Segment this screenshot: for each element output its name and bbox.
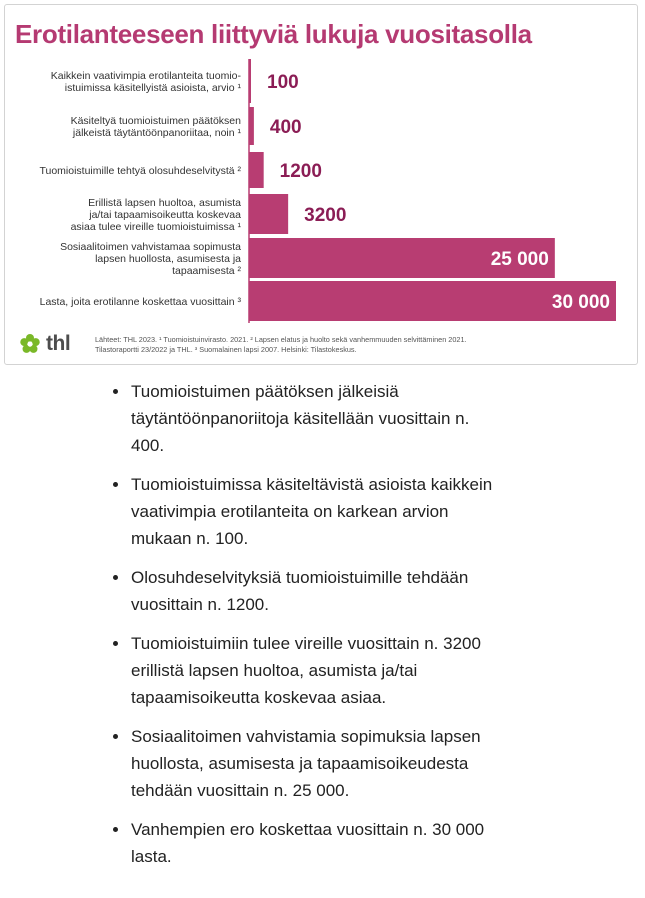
value-label: 25 000 <box>490 249 549 270</box>
thl-flower-logo-icon <box>19 333 41 355</box>
list-item: Tuomioistuimen päätöksen jälkeisiä täytäntöönpanoriitoja käsitellään vuosittain n. 400. <box>101 378 501 459</box>
list-item: Olosuhdeselvityksiä tuomioistuimille tehdään vuosittain n. 1200. <box>101 564 501 618</box>
list-item: Vanhempien ero koskettaa vuosittain n. 30 000 lasta. <box>101 816 501 870</box>
bar <box>249 59 251 103</box>
thl-logo-text: thl <box>46 332 71 355</box>
sources-line-2: Tilastoraportti 23/2022 ja THL. ³ Suomalainen lapsi 2007. Helsinki: Tilastokeskus. <box>95 345 357 354</box>
chart-title: Erotilanteeseen liittyviä lukuja vuositasolla <box>15 19 532 49</box>
value-label: 400 <box>269 117 302 138</box>
bar <box>249 194 288 234</box>
bar <box>249 152 264 188</box>
summary-list <box>101 378 501 882</box>
list-item: Tuomioistuimiin tulee vireille vuosittain n. 3200 erillistä lapsen huoltoa, asumista ja/tai tapaamisoikeutta koskevaa asiaa. <box>101 630 501 711</box>
bar <box>249 107 254 145</box>
bar-chart <box>5 5 639 366</box>
category-label: Erillistä lapsen huoltoa, asumista ja/tai tapaamisoikeutta koskevaa asiaa tulee vireille tuomioistuimissa ¹ <box>70 197 241 233</box>
list-item: Sosiaalitoimen vahvistamia sopimuksia lapsen huollosta, asumisesta ja tapaamisoikeudesta tehdään vuosittain n. 25 000. <box>101 723 501 804</box>
chart-sources <box>95 335 635 355</box>
category-label: Käsiteltyä tuomioistuimen päätöksen jälkeistä täytäntöönpanoriitaa, noin ¹ <box>70 115 241 139</box>
list-item: Tuomioistuimissa käsiteltävistä asioista kaikkein vaativimpia erotilanteita on karkean arvion mukaan n. 100. <box>101 471 501 552</box>
value-label: 30 000 <box>551 292 610 313</box>
value-label: 1200 <box>279 161 322 182</box>
category-label: Kaikkein vaativimpia erotilanteita tuomio-istuimissa käsitellyistä asioista, arvio ¹ <box>50 70 241 94</box>
category-label: Sosiaalitoimen vahvistamaa sopimusta lapsen huollosta, asumisesta ja tapaamisesta ² <box>60 241 241 277</box>
category-label: Tuomioistuimille tehtyä olosuhdeselvitystä ² <box>39 165 241 177</box>
thl-logo <box>19 331 70 357</box>
value-label: 3200 <box>304 205 347 226</box>
chart-card <box>4 4 638 365</box>
value-label: 100 <box>267 72 299 93</box>
category-label: Lasta, joita erotilanne koskettaa vuosittain ³ <box>39 296 241 308</box>
sources-line-1: Lähteet: THL 2023. ¹ Tuomioistuinvirasto. 2021. ² Lapsen elatus ja huolto sekä vanhemmuuden selvittäminen 2021. <box>95 335 467 344</box>
